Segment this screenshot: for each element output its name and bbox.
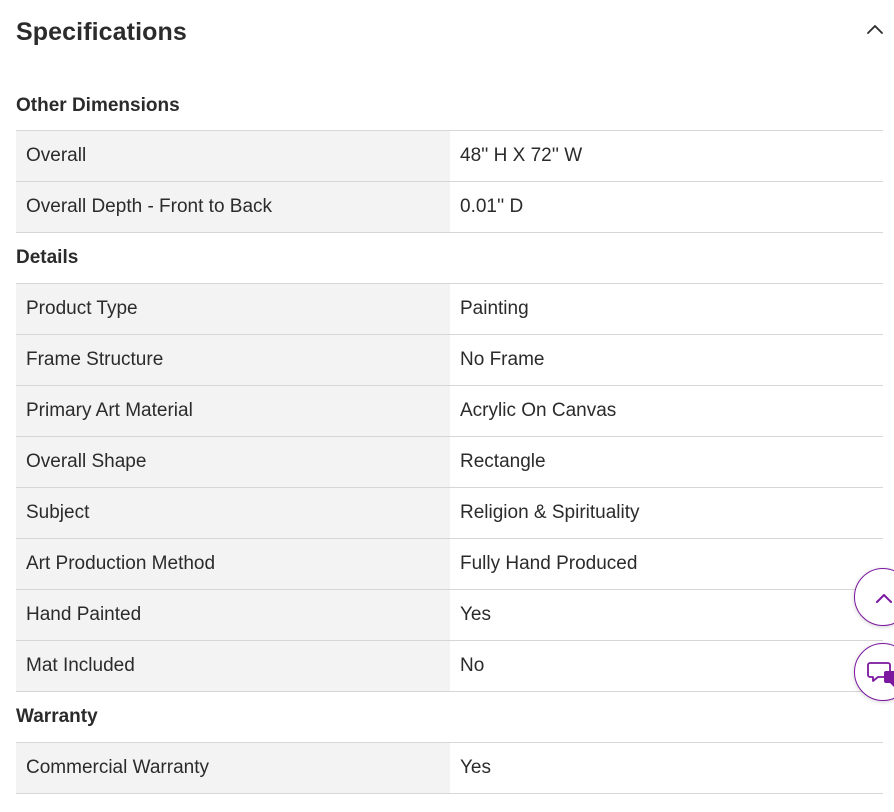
table-row	[16, 181, 883, 233]
chat-bubbles-icon	[855, 644, 894, 702]
specifications-header[interactable]	[16, 14, 890, 54]
table-row	[16, 487, 883, 538]
table-row	[16, 742, 883, 794]
spec-value: Religion & Spirituality	[460, 502, 640, 523]
scroll-to-top-button[interactable]	[854, 568, 894, 626]
group-title-details: Details	[16, 247, 79, 268]
table-row	[16, 385, 883, 436]
spec-label: Product Type	[16, 284, 450, 334]
table-row	[16, 538, 883, 589]
group-title-other-dimensions: Other Dimensions	[16, 95, 180, 116]
table-row	[16, 130, 883, 181]
specifications-table	[16, 80, 883, 794]
spec-label: Overall	[16, 131, 450, 181]
spec-value: Acrylic On Canvas	[460, 400, 617, 421]
table-row	[16, 334, 883, 385]
section-title: Specifications	[16, 18, 187, 46]
spec-value: Yes	[460, 604, 491, 625]
spec-label: Mat Included	[16, 641, 450, 691]
spec-label: Primary Art Material	[16, 386, 450, 436]
spec-label: Hand Painted	[16, 590, 450, 640]
spec-value: No Frame	[460, 349, 545, 370]
spec-value: Yes	[460, 757, 491, 778]
spec-label: Art Production Method	[16, 539, 450, 589]
spec-value: Rectangle	[460, 451, 546, 472]
table-row	[16, 283, 883, 334]
spec-value: No	[460, 655, 485, 676]
spec-value: Painting	[460, 298, 529, 319]
spec-label: Overall Shape	[16, 437, 450, 487]
table-row	[16, 436, 883, 487]
spec-label: Commercial Warranty	[16, 743, 450, 793]
spec-value: 0.01'' D	[460, 196, 524, 217]
chevron-up-icon[interactable]	[864, 18, 886, 40]
spec-label: Frame Structure	[16, 335, 450, 385]
chat-button[interactable]	[854, 643, 894, 701]
table-row	[16, 589, 883, 640]
spec-label: Overall Depth - Front to Back	[16, 182, 450, 232]
spec-value: 48'' H X 72'' W	[460, 145, 583, 166]
table-row	[16, 640, 883, 692]
group-title-warranty: Warranty	[16, 706, 98, 727]
spec-value: Fully Hand Produced	[460, 553, 638, 574]
chevron-up-icon	[855, 569, 894, 627]
spec-label: Subject	[16, 488, 450, 538]
